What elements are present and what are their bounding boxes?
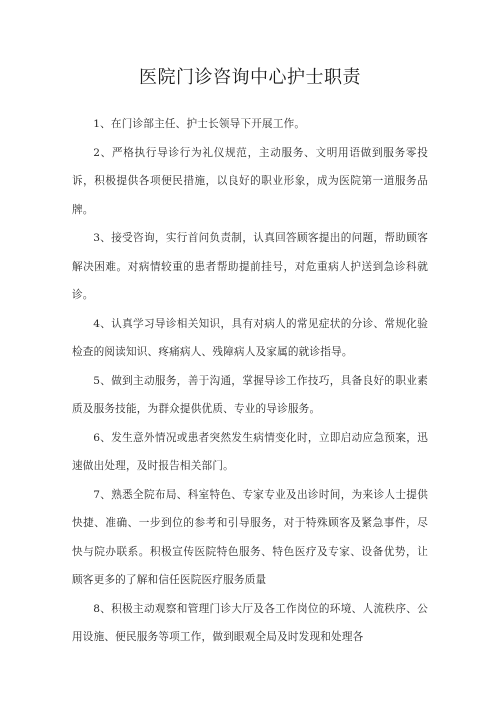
paragraph-5: 5、做到主动服务，善于沟通，掌握导诊工作技巧，具备良好的职业素质及服务技能，为群众提供优质、专业的导诊服务。 xyxy=(72,374,428,415)
document-title: 医院门诊咨询中心护士职责 xyxy=(139,67,361,88)
document-body xyxy=(72,110,428,652)
paragraph-8: 8、积极主动观察和管理门诊大厅及各工作岗位的环境、人流秩序、公用设施、便民服务等项工作，做到眼观全局及时发现和处理各 xyxy=(72,602,428,643)
paragraph-6: 6、发生意外情况或患者突然发生病情变化时，立即启动应急预案，迅速做出处理，及时报告相关部门。 xyxy=(72,431,428,472)
paragraph-3: 3、接受咨询，实行首问负责制，认真回答顾客提出的问题，帮助顾客解决困难。对病情较重的患者帮助提前挂号，对危重病人护送到急诊科就诊。 xyxy=(72,232,428,301)
paragraph-2: 2、严格执行导诊行为礼仪规范，主动服务、文明用语做到服务零投诉，积极提供各项便民措施，以良好的职业形象，成为医院第一道服务品牌。 xyxy=(72,146,428,216)
paragraph-1: 1、在门诊部主任、护士长领导下开展工作。 xyxy=(93,118,306,130)
paragraph-7: 7、熟悉全院布局、科室特色、专家专业及出诊时间，为来诊人士提供快捷、准确、一步到位的参考和引导服务，对于特殊顾客及紧急事件，尽快与院办联系。积极宣传医院特色服务、特色医疗及专家、设备优势，让顾客更多的了解和信任医院医疗服务质量 xyxy=(72,488,428,586)
paragraph-4: 4、认真学习导诊相关知识，具有对病人的常见症状的分诊、常规化验检查的阅读知识、疼痛病人、残障病人及家属的就诊指导。 xyxy=(72,317,428,358)
